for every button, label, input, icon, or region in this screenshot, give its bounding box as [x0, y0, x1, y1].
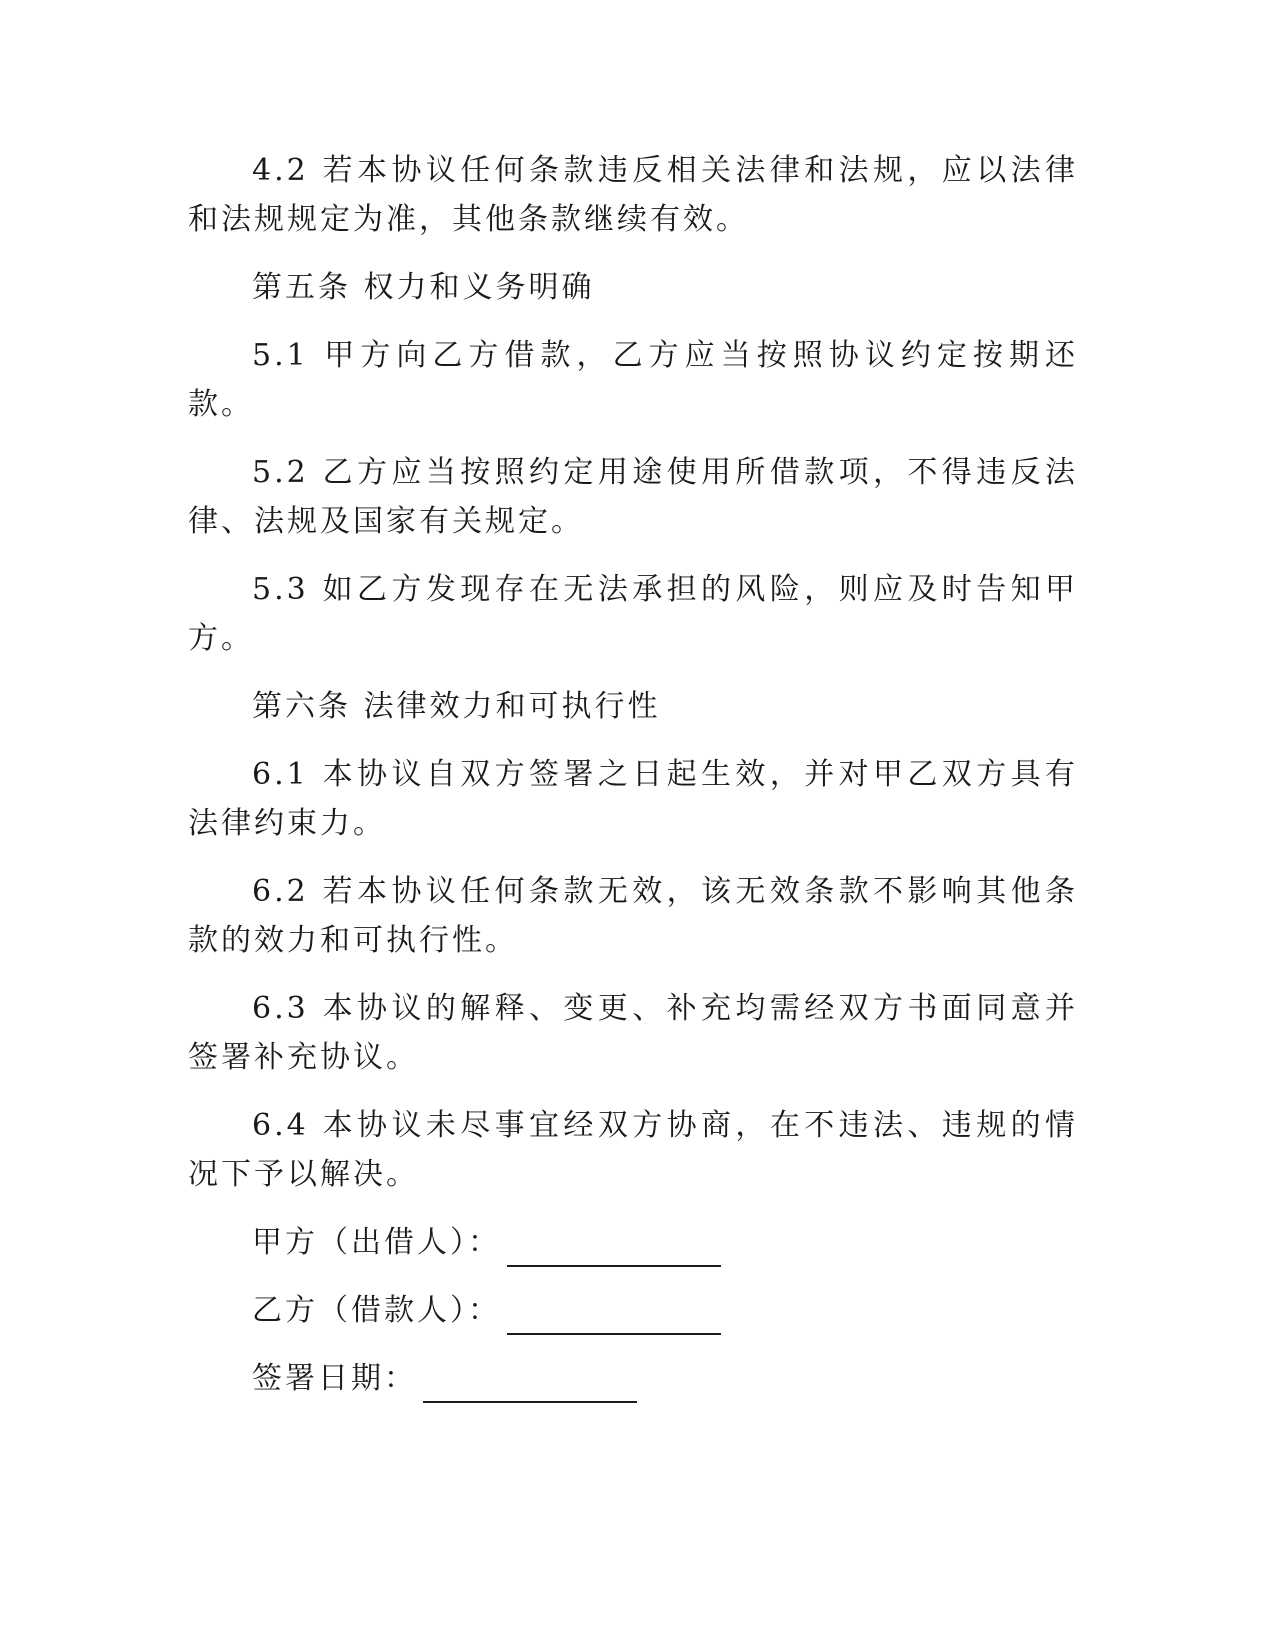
- party-a-signature-line: [188, 1218, 1078, 1267]
- party-a-signature-blank: [507, 1229, 721, 1267]
- clause-6-1: 6.1 本协议自双方签署之日起生效，并对甲乙双方具有法律约束力。: [188, 757, 1078, 841]
- party-b-signature-blank: [507, 1297, 721, 1335]
- clause-6-2: 6.2 若本协议任何条款无效，该无效条款不影响其他条款的效力和可执行性。: [188, 874, 1078, 958]
- clause-5-2: 5.2 乙方应当按照约定用途使用所借款项，不得违反法律、法规及国家有关规定。: [188, 455, 1078, 539]
- party-b-signature-line: [188, 1286, 1078, 1335]
- clause-6-4: 6.4 本协议未尽事宜经双方协商，在不违法、违规的情况下予以解决。: [188, 1108, 1078, 1192]
- clause-5-3: 5.3 如乙方发现存在无法承担的风险，则应及时告知甲方。: [188, 572, 1078, 656]
- clause-6-3: 6.3 本协议的解释、变更、补充均需经双方书面同意并签署补充协议。: [188, 991, 1078, 1075]
- signing-date-label: 签署日期：: [252, 1361, 417, 1396]
- document-body: [188, 146, 1078, 1422]
- clause-4-2: 4.2 若本协议任何条款违反相关法律和法规，应以法律和法规规定为准，其他条款继续有效。: [188, 153, 1078, 237]
- clause-5-1: 5.1 甲方向乙方借款，乙方应当按照协议约定按期还款。: [188, 338, 1078, 422]
- article-6-heading: 第六条 法律效力和可执行性: [252, 689, 661, 724]
- party-a-label: 甲方（出借人）：: [252, 1225, 501, 1260]
- party-b-label: 乙方（借款人）：: [252, 1293, 501, 1328]
- signing-date-line: [188, 1354, 1078, 1403]
- signing-date-blank: [423, 1365, 637, 1403]
- article-5-heading: 第五条 权力和义务明确: [252, 270, 595, 305]
